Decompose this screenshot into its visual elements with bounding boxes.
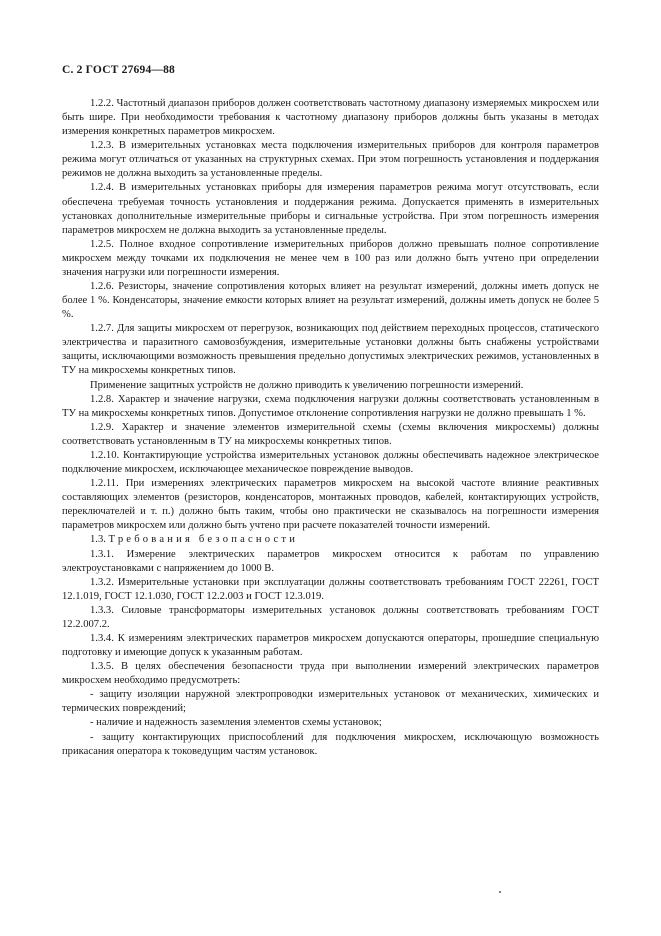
page-mark-dot [499,891,501,893]
paragraph-protective-devices: Применение защитных устройств не должно приводить к увеличению погрешности измерений. [90,379,524,391]
section-heading-safety [62,533,599,547]
paragraph-1-3-5: 1.3.5. В целях обеспечения безопасности труда при выполнении измерений электрических параметров микросхем необходимо предусмотреть: [62,661,599,687]
paragraph-1-2-6: 1.2.6. Резисторы, значение сопротивления которых влияет на результат измерений, должны иметь допуск не более 1 %. Конденсаторы, значение емкости которых влияет на результат измерений, должны иметь допуск не более 5 %. [62,281,599,321]
paragraph-1-2-5: 1.2.5. Полное входное сопротивление измерительных приборов должно превышать полное сопротивление микросхем между точками их подключения не менее чем в 100 раз или должно быть учтено при определении значения нагрузки или погрешности измерения. [62,238,599,278]
list-item: - защиту контактирующих приспособлений для подключения микросхем, исключающую возможность прикасания оператора к токоведущим частям установок. [62,731,599,757]
paragraph-1-3-1: 1.3.1. Измерение электрических параметров микросхем относится к работам по управлению электроустановками с напряжением до 1000 В. [62,548,599,574]
list-item: - защиту изоляции наружной электропроводки измерительных установок от механических, химических и термических повреждений; [62,689,599,715]
paragraph-1-2-7: 1.2.7. Для защиты микросхем от перегрузок, возникающих под действием переходных процессов, статического электричества и паразитного самовозбуждения, измерительные установки должны быть снабжены устройствами защиты, исключающими возможность превышения предельно допустимых электрических режимов, установленных в ТУ на микросхемы конкретных типов. [62,323,599,377]
section-title: Требования безопасности [108,534,299,546]
paragraph-1-3-4: 1.3.4. К измерениям электрических параметров микросхем допускаются операторы, прошедшие специальную подготовку и имеющие допуск к указанным работам. [62,632,599,659]
list-item: - наличие и надежность заземления элементов схемы установок; [90,717,382,729]
paragraph-1-2-2: 1.2.2. Частотный диапазон приборов должен соответствовать частотному диапазону измеряемых микросхем или быть шире. При необходимости требования к частотному диапазону приборов должны быть указаны в методах измерения конкретных параметров микросхем. [62,98,599,138]
document-body [62,97,599,759]
paragraph-1-3-2: 1.3.2. Измерительные установки при эксплуатации должны соответствовать требованиям ГОСТ 22261, ГОСТ 12.1.019, ГОСТ 12.1.030, ГОСТ 12.2.003 и ГОСТ 12.3.019. [62,576,599,602]
paragraph-1-2-8: 1.2.8. Характер и значение нагрузки, схема подключения нагрузки должны соответствовать установленным в ТУ на микросхемы конкретных типов. Допустимое отклонение сопротивления нагрузки не должно превышать 1 %. [62,393,599,419]
paragraph-1-3-3: 1.3.3. Силовые трансформаторы измерительных установок должны соответствовать требованиям ГОСТ 12.2.007.2. [62,604,599,630]
page-header: С. 2 ГОСТ 27694—88 [62,64,175,76]
paragraph-1-2-4: 1.2.4. В измерительных установках приборы для измерения параметров режима могут отсутствовать, если обеспечена требуемая точность установления и поддержания режима. Допускается применять в измерительных установках дополнительные измерительные приборы и сигнальные устройства. При этом погрешность измерения параметров микросхем не должна выходить за установленные пределы. [62,182,599,236]
paragraph-1-2-11: 1.2.11. При измерениях электрических параметров микросхем на высокой частоте влияние реактивных составляющих элементов (резисторов, конденсаторов, монтажных проводов, кабелей, контактирующих устройств, переключателей и т. п.) должно быть таким, чтобы оно практически не сказывалось на погрешности измерения параметров микросхем или должно быть учтено при расчете показателей точности измерений. [62,478,599,532]
paragraph-1-2-10: 1.2.10. Контактирующие устройства измерительных установок должны обеспечивать надежное электрическое подключение микросхем, исключающее механическое повреждение выводов. [62,449,599,476]
paragraph-1-2-9: 1.2.9. Характер и значение элементов измерительной схемы (схемы включения микросхемы) должны соответствовать установленным в ТУ на микросхемы конкретных типов. [62,421,599,447]
section-number: 1.3. [90,534,106,546]
paragraph-1-2-3: 1.2.3. В измерительных установках места подключения измерительных приборов для контроля параметров режима могут отличаться от указанных на структурных схемах. При этом погрешность установления и поддержания режимов не должна выходить за установленные пределы. [62,140,599,180]
